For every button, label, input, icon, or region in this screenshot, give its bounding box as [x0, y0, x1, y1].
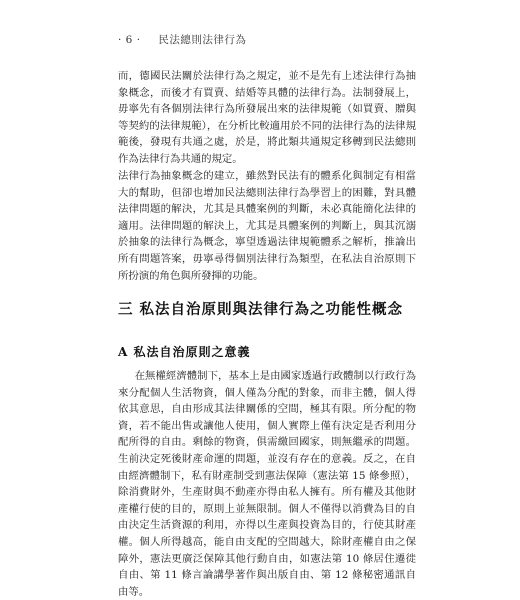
running-head-title: 民法總則法律行為 [158, 34, 247, 46]
paragraph-text: 而，德國民法關於法律行為之規定，並不是先有上述法律行為抽象概念，而後才有買賣、結婚等具體的法律行為。法制發展上，毋寧先有各個別法律行為所發展出來的法律規範（如買賣、贈與等契約的法律規範），在分析比較適用於不同的法律行為的法律規範後，發現有共通之處，於是，將此類共通規定移轉到民法總則作為法律行為共通的規定。 [118, 70, 416, 165]
paragraph-2 [118, 168, 416, 284]
subsection-heading: A 私法自治原則之意義 [118, 345, 251, 359]
body-paragraph [118, 368, 416, 600]
running-head [118, 32, 246, 47]
paragraph-text: 法律行為抽象概念的建立，雖然對民法有的體系化與制定有相當大的幫助，但卻也增加民法總則法律行為學習上的困難，對具體法律問題的解決，尤其是具體案例的判斷，未必真能簡化法律的適用。法律問題的解決上，尤其是具體案例的判斷上，與其沉溺於抽象的法律行為概念，寧望透過法律規範體系之解析，推論出所有問題答案，毋寧尋得個別法律行為類型，在私法自治原則下所扮演的角色與所發揮的功能。 [118, 170, 416, 282]
paragraph-1 [118, 68, 416, 168]
body-paragraph-text: 在無權經濟體制下，基本上是由國家透過行政體制以行政行為來分配個人生活物資，個人僅為分配的對象，而非主體，個人得依其意思，自由形成其法律關係的空間，極其有限。所分配的物資，若不能出售或讓他人使用，個人實際上僅有決定是否利用分配所得的自由。剩餘的物資，俱需繳回國家，則無繼承的問題。生前決定死後財產命運的問題，並沒有存在的意義。反之，在自由經濟體制下，私有財產制受到憲法保障（憲法第 15 條參照），除消費財外，生產財與不動產亦得由私人擁有。所有權及其他財產權行使的目的，原則上並無限制。個人不僅得以消費為目的自由決定生活資源的利用，亦得以生產與投資為目的，行使其財產權。個人所得越高，能自由支配的空間越大，除財產權自由之保障外，憲法更廣泛保障其他行動自由，如憲法第 10 條居住遷徙自由、第 11 條言論講學著作與出版自由、第 12 條秘密通訊自由等。 [118, 370, 416, 598]
section-heading: 三 私法自治原則與法律行為之功能性概念 [118, 301, 404, 318]
page-number: · 6 · [118, 34, 141, 46]
